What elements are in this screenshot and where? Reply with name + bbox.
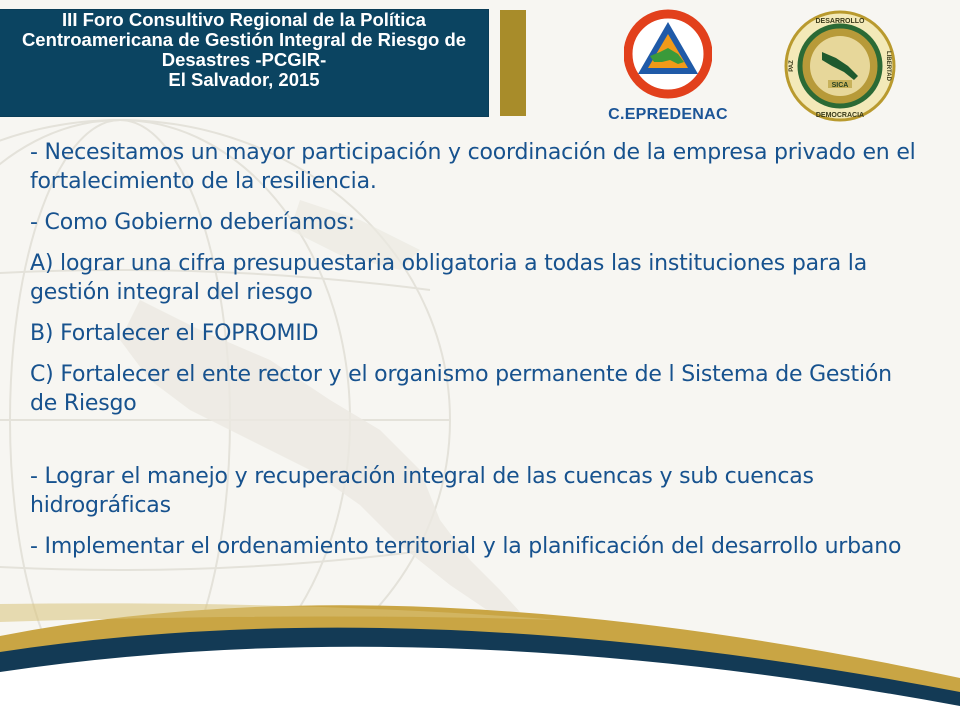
header-title-line-4: El Salvador, 2015: [168, 69, 320, 90]
header-title: [0, 10, 488, 90]
paragraph-cuencas: - Lograr el manejo y recuperación integral de las cuencas y sub cuencas hidrográficas: [30, 464, 814, 518]
header-title-line-3: Desastres -PCGIR-: [161, 49, 327, 70]
sica-seal-icon: [782, 8, 898, 124]
sica-ring-word-bottom: DEMOCRACIA: [815, 112, 865, 119]
paragraph-ordenamiento: - Implementar el ordenamiento territorial y la planificación del desarrollo urbano: [30, 534, 902, 559]
content-body: [30, 138, 920, 573]
paragraph-item-c: C) Fortalecer el ente rector y el organismo permanente de l Sistema de Gestión de Riesgo: [30, 362, 892, 416]
cepredenac-label: C.EPREDENAC: [608, 106, 728, 123]
paragraph-item-b: B) Fortalecer el FOPROMID: [30, 321, 319, 346]
paragraph-gobierno: - Como Gobierno deberíamos:: [30, 210, 355, 235]
sica-ring-word-left: PAZ: [789, 60, 795, 72]
header-accent-bar: [500, 10, 526, 116]
sica-logo: [782, 8, 898, 124]
sica-ring-word-top: DESARROLLO: [815, 18, 865, 25]
cepredenac-emblem-icon: [624, 8, 712, 102]
paragraph-empresa-privada: - Necesitamos un mayor participación y coordinación de la empresa privado en el fortalecimiento de la resiliencia.: [30, 140, 916, 194]
header-title-line-1: III Foro Consultivo Regional de la Política: [62, 9, 426, 30]
sica-ring-word-right: LIBERTAD: [885, 51, 891, 81]
paragraph-item-a: A) lograr una cifra presupuestaria obligatoria a todas las instituciones para la gestión integral del riesgo: [30, 251, 867, 305]
sica-center-label: SICA: [831, 82, 849, 89]
cepredenac-logo: [606, 8, 730, 124]
header-title-line-2: Centroamericana de Gestión Integral de Riesgo de: [21, 29, 467, 50]
